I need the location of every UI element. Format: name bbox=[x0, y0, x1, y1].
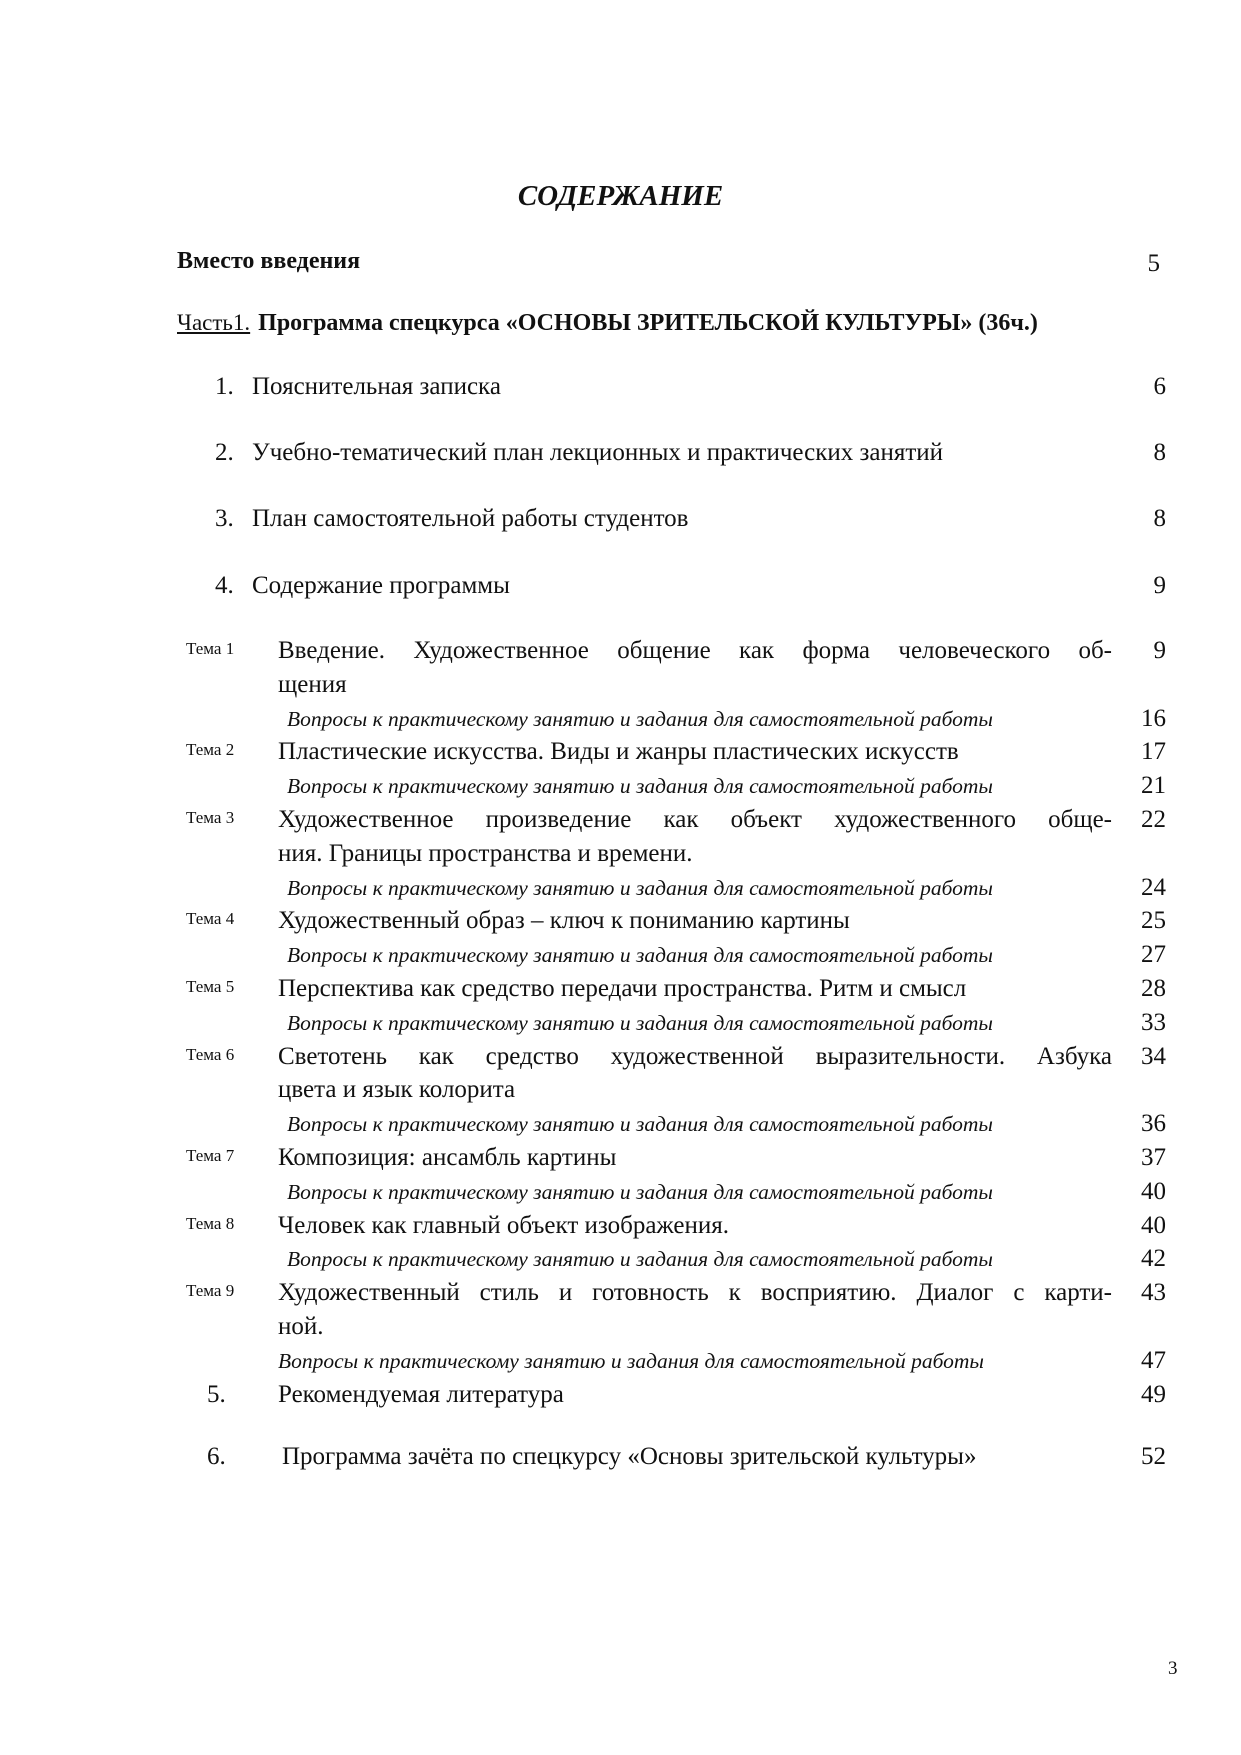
topic-page: 22 bbox=[1141, 806, 1166, 833]
section-number: 4. bbox=[215, 572, 234, 599]
topic-label: Тема 7 bbox=[186, 1146, 235, 1165]
topic-title-line: ной. bbox=[278, 1313, 324, 1340]
section-page: 8 bbox=[1153, 505, 1166, 532]
questions-page: 36 bbox=[1141, 1110, 1166, 1138]
topic-page: 34 bbox=[1141, 1042, 1166, 1070]
section-page: 8 bbox=[1153, 439, 1166, 466]
topic-label: Тема 2 bbox=[186, 740, 235, 760]
section-page: 49 bbox=[1141, 1380, 1166, 1408]
topic-label: Тема 8 bbox=[186, 1213, 235, 1233]
topic-label: Тема 9 bbox=[186, 1281, 235, 1301]
questions-page: 40 bbox=[1141, 1177, 1166, 1205]
section-title: Учебно-тематический план лекционных и практических занятий bbox=[252, 439, 944, 466]
topic-page: 37 bbox=[1141, 1144, 1166, 1171]
page-number: 3 bbox=[1168, 1658, 1178, 1679]
questions-label: Вопросы к практическому занятию и задания для самостоятельной работы bbox=[287, 1179, 993, 1204]
questions-label: Вопросы к практическому занятию и задания для самостоятельной работы bbox=[278, 1348, 984, 1373]
section-title: Пояснительная записка bbox=[252, 373, 501, 400]
section-page: 9 bbox=[1153, 572, 1166, 599]
section-number: 2. bbox=[215, 439, 234, 466]
topic-label: Тема 1 bbox=[186, 639, 235, 658]
topic-page: 43 bbox=[1141, 1279, 1166, 1307]
topic-label: Тема 4 bbox=[186, 909, 235, 929]
section-page: 6 bbox=[1153, 373, 1166, 400]
questions-label: Вопросы к практическому занятию и задания для самостоятельной работы bbox=[287, 1010, 993, 1035]
questions-label: Вопросы к практическому занятию и задания для самостоятельной работы bbox=[287, 774, 993, 799]
questions-page: 47 bbox=[1141, 1346, 1166, 1374]
topic-title-line: Пластические искусства. Виды и жанры пластических искусств bbox=[278, 738, 959, 766]
topic-title-line: Перспектива как средство передачи пространства. Ритм и смысл bbox=[278, 975, 967, 1002]
section-number: 1. bbox=[215, 373, 234, 400]
questions-label: Вопросы к практическому занятию и задания для самостоятельной работы bbox=[287, 1112, 993, 1137]
topic-title-line: ния. Границы пространства и времени. bbox=[278, 839, 693, 867]
topic-label: Тема 3 bbox=[186, 808, 235, 827]
questions-page: 42 bbox=[1141, 1245, 1166, 1273]
topic-title-line: Человек как главный объект изображения. bbox=[278, 1211, 729, 1239]
questions-label: Вопросы к практическому занятию и задания для самостоятельной работы bbox=[287, 706, 993, 731]
section-title: Программа зачёта по спецкурсу «Основы зрительской культуры» bbox=[282, 1443, 977, 1471]
topic-title-line: щения bbox=[278, 670, 347, 698]
toc-part-heading bbox=[177, 310, 1038, 337]
questions-page: 33 bbox=[1141, 1008, 1166, 1036]
topic-page: 40 bbox=[1141, 1211, 1166, 1239]
part-title: Программа спецкурса «ОСНОВЫ ЗРИТЕЛЬСКОЙ КУЛЬТУРЫ» (36ч.) bbox=[258, 310, 1038, 336]
topic-page: 17 bbox=[1141, 738, 1166, 766]
section-number: 3. bbox=[215, 505, 234, 532]
questions-label: Вопросы к практическому занятию и задания для самостоятельной работы bbox=[287, 875, 993, 900]
topic-title-line: Художественное произведение как объект художественного обще- bbox=[278, 806, 1112, 833]
topic-label: Тема 5 bbox=[186, 977, 235, 996]
questions-page: 16 bbox=[1141, 704, 1166, 732]
section-number: 5. bbox=[207, 1380, 226, 1408]
topic-title-line: Композиция: ансамбль картины bbox=[278, 1144, 617, 1171]
section-number: 6. bbox=[207, 1443, 226, 1471]
section-page: 52 bbox=[1141, 1443, 1166, 1471]
toc-intro-page: 5 bbox=[1147, 250, 1160, 277]
questions-page: 27 bbox=[1141, 941, 1166, 969]
topic-title-line: Введение. Художественное общение как форма человеческого об- bbox=[278, 637, 1112, 664]
page-title: СОДЕРЖАНИЕ bbox=[517, 180, 724, 212]
topic-title-line: Художественный стиль и готовность к восприятию. Диалог с карти- bbox=[278, 1279, 1112, 1307]
topic-title-line: Художественный образ – ключ к пониманию картины bbox=[278, 907, 850, 935]
topic-page: 9 bbox=[1153, 637, 1166, 664]
topic-title-line: цвета и язык колорита bbox=[278, 1076, 516, 1104]
topic-title-line: Светотень как средство художественной выразительности. Азбука bbox=[278, 1042, 1112, 1070]
section-title: Рекомендуемая литература bbox=[278, 1380, 564, 1408]
questions-label: Вопросы к практическому занятию и задания для самостоятельной работы bbox=[287, 943, 993, 968]
section-title: План самостоятельной работы студентов bbox=[252, 505, 689, 532]
questions-page: 24 bbox=[1141, 873, 1166, 901]
section-title: Содержание программы bbox=[252, 572, 510, 599]
part-prefix: Часть1. bbox=[177, 310, 251, 335]
questions-label: Вопросы к практическому занятию и задания для самостоятельной работы bbox=[287, 1247, 993, 1272]
topic-label: Тема 6 bbox=[186, 1044, 235, 1064]
topic-page: 25 bbox=[1141, 907, 1166, 935]
toc-intro-label: Вместо введения bbox=[177, 248, 361, 274]
topic-page: 28 bbox=[1141, 975, 1166, 1002]
questions-page: 21 bbox=[1141, 772, 1166, 800]
